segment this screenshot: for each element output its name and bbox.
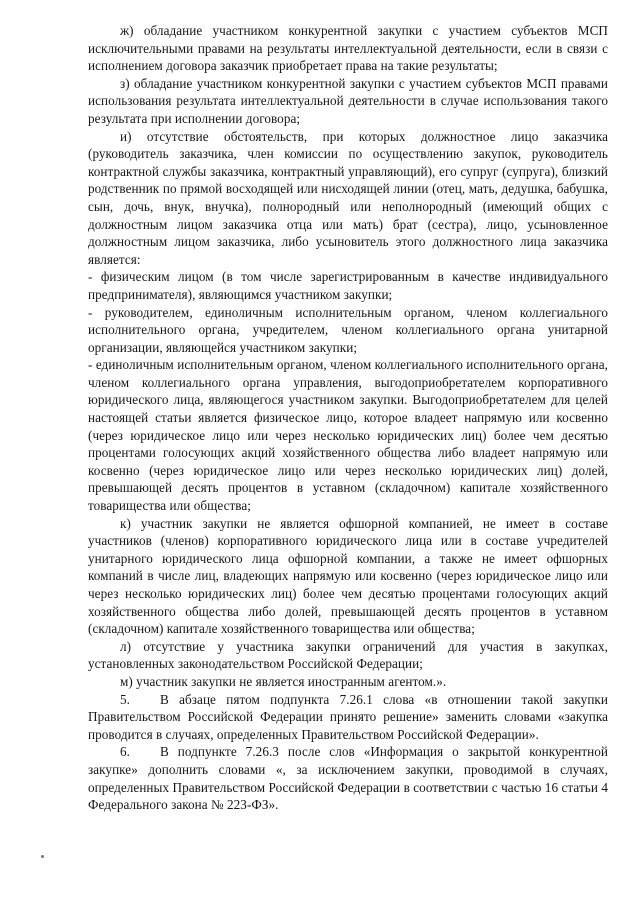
paragraph-i: и) отсутствие обстоятельств, при которых должностное лицо заказчика (руководитель заказчика, член комиссии по осуществлению закупок, руководитель контрактной службы заказчика, контрактный управляющий), его супруг (супруга), близкий родственник по прямой восходящей или нисходящей линии (отец, мать, дедушка, бабушка, сын, дочь, внук, внучка), полнородный или неполнородный (имеющий общих с должностным лицом заказчика отца или мать) брат (сестра), лицо, усыновленное должностным лицом заказчика, либо усыновитель этого должностного лица заказчика является: xyxy=(88,128,608,267)
paragraph-zh: ж) обладание участником конкурентной закупки с участием субъектов МСП исключительными правами на результаты интеллектуальной деятельности, если в связи с исполнением договора заказчик приобретает права на такие результаты; xyxy=(88,23,608,74)
paragraph-l: л) отсутствие у участника закупки ограничений для участия в закупках, установленных законодательством Российской Федерации; xyxy=(88,638,608,672)
paragraph-z: з) обладание участником конкурентной закупки с участием субъектов МСП правами использования результата интеллектуальной деятельности в случае использования такого результата при исполнении договора; xyxy=(88,75,608,126)
paragraph-m: м) участник закупки не является иностранным агентом.». xyxy=(120,673,447,689)
item-number: 5. xyxy=(120,691,130,707)
numbered-item-5 xyxy=(88,691,608,744)
item-text: В подпункте 7.26.3 после слов «Информация о закрытой конкурентной закупке» дополнить словами «, за исключением закупки, проводимой в случаях, определенных Правительством Российской Федерации в соответствии с частью 16 статьи 4 Федерального закона № 223-ФЗ». xyxy=(88,744,608,813)
list-item-head: - руководителем, единоличным исполнительным органом, членом коллегиального исполнительного органа, учредителем, членом коллегиального органа унитарной организации, являющейся участником закупки; xyxy=(88,304,608,355)
item-text: В абзаце пятом подпункта 7.26.1 слова «в отношении такой закупки Правительством Российской Федерации принято решение» заменить словами «закупка проводится в случаях, определенных Правительством Российской Федерации». xyxy=(88,691,608,742)
paragraph-k: к) участник закупки не является офшорной компанией, не имеет в составе участников (членов) корпоративного юридического лица или в составе учредителей унитарного юридического лица офшорной компании, а также не имеет офшорных компаний в числе лиц, владеющих напрямую или косвенно (через юридическое лицо или через несколько юридических лиц) более чем десятью процентами голосующих акций хозяйственного общества либо долей, превышающей десять процентов в уставном (складочном) капитале хозяйственного товарищества или общества; xyxy=(88,515,608,637)
item-number: 6. xyxy=(120,744,130,760)
list-item-executive-body: - единоличным исполнительным органом, членом коллегиального исполнительного органа, членом коллегиального органа управления, выгодоприобретателем корпоративного юридического лица, являющегося участником закупки. Выгодоприобретателем для целей настоящей статьи является физическое лицо, которое владеет напрямую или косвенно (через юридическое лицо или через несколько юридических лиц) более чем десятью процентами голосующих акций хозяйственного общества либо владеет напрямую или косвенно (через юридическое лицо или через несколько юридических лиц) долей, превышающей десять процентов в уставном (складочном) капитале хозяйственного товарищества или общества; xyxy=(88,357,608,514)
scan-speck xyxy=(41,855,44,858)
numbered-item-6 xyxy=(88,743,608,813)
list-item-physical-person: - физическим лицом (в том числе зарегистрированным в качестве индивидуального предпринимателя), являющимся участником закупки; xyxy=(88,269,608,302)
